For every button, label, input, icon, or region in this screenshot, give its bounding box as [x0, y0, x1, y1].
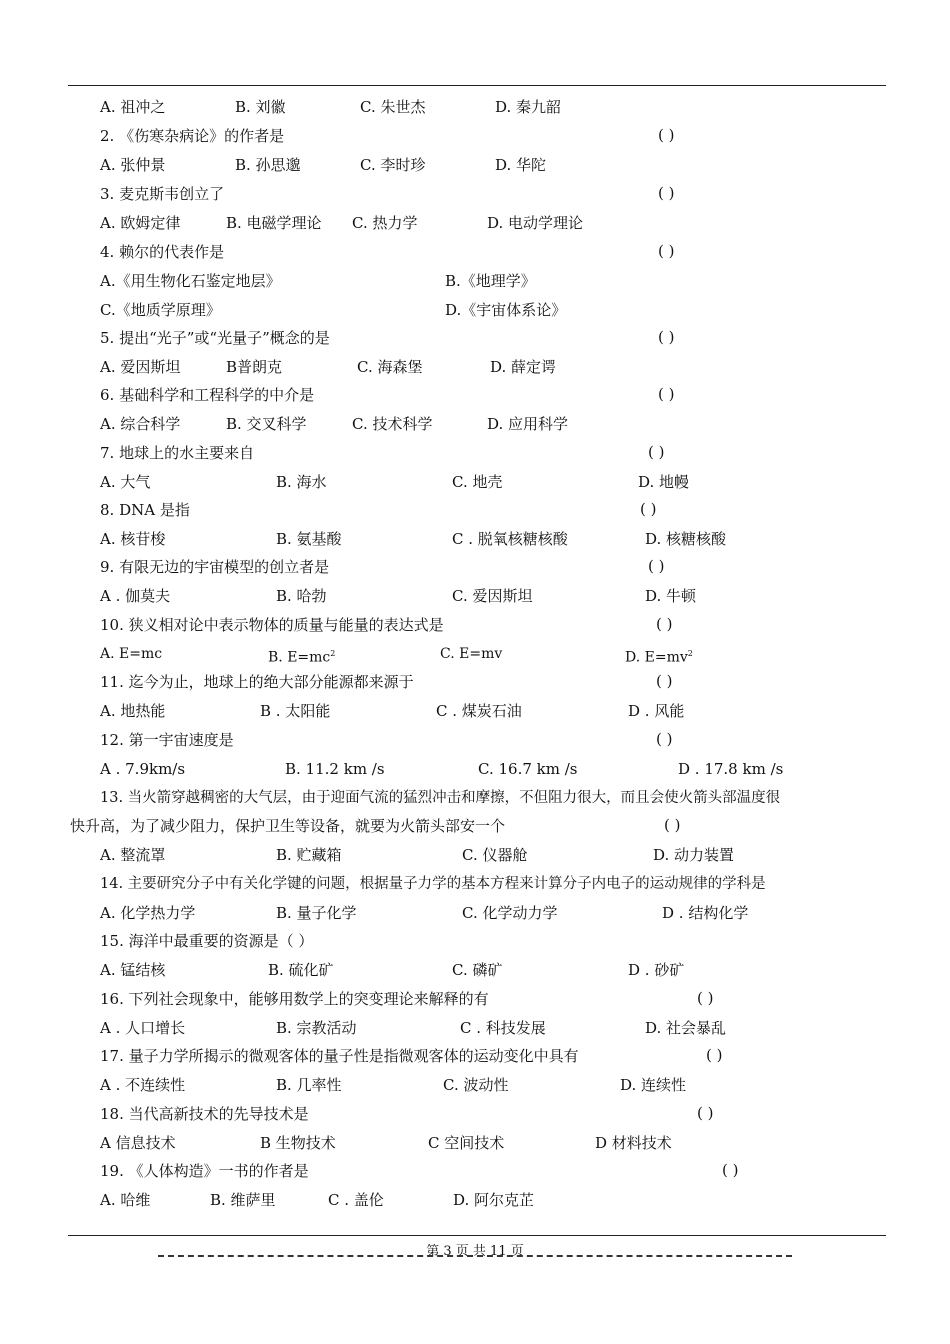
answer-blank: ( )	[697, 989, 714, 1007]
option-a: A. 大气	[100, 473, 151, 491]
option-b: B. 刘徽	[235, 98, 286, 116]
option-c: C.《地质学原理》	[100, 301, 221, 319]
question-text: 18. 当代高新技术的先导技术是	[100, 1105, 309, 1123]
option-d: D. 连续性	[620, 1076, 687, 1094]
question-14	[100, 874, 766, 894]
page-number: 第 3 页 共 11 页	[426, 1244, 524, 1259]
option-d: D. 华陀	[495, 156, 547, 174]
question-text: 4. 赖尔的代表作是	[100, 243, 225, 261]
question-text-line2: 快升高，为了减少阻力，保护卫生等设备，就要为火箭头部安一个	[70, 817, 506, 835]
question-text: 14. 主要研究分子中有关化学键的问题，根据量子力学的基本方程来计算分子内电子的运动规律的学科是	[100, 876, 766, 892]
question-text: 17. 量子力学所揭示的微观客体的量子性是指微观客体的运动变化中具有	[100, 1047, 579, 1065]
question-13-cont	[70, 816, 505, 836]
option-a: A. E=mc	[100, 646, 163, 662]
option-a: A. 欧姆定律	[100, 214, 181, 232]
option-d-text: D. E=mv	[625, 649, 688, 666]
answer-blank: ( )	[658, 184, 675, 202]
question-19	[100, 1161, 309, 1181]
option-a: A. 祖冲之	[100, 98, 166, 116]
answer-blank: ( )	[658, 385, 675, 403]
option-b	[268, 644, 335, 668]
question-17	[100, 1046, 579, 1066]
option-c: C. 朱世杰	[360, 98, 426, 116]
question-text: 8. DNA 是指	[100, 501, 190, 519]
question-8	[100, 500, 190, 520]
question-11	[100, 672, 414, 692]
option-b: B . 太阳能	[260, 702, 331, 720]
question-15	[100, 931, 313, 951]
question-7	[100, 443, 254, 463]
question-text: 10. 狭义相对论中表示物体的质量与能量的表达式是	[100, 616, 444, 634]
answer-blank: ( )	[706, 1046, 723, 1064]
question-text: 11. 迄今为止，地球上的绝大部分能源都来源于	[100, 673, 414, 691]
question-13	[100, 788, 780, 808]
option-a: A 信息技术	[100, 1134, 176, 1152]
option-b: B. 几率性	[276, 1076, 342, 1094]
option-d: D . 砂矿	[628, 961, 685, 979]
option-b-text: B. E=mc	[268, 649, 331, 666]
answer-blank: ( )	[658, 126, 675, 144]
option-d: D. 电动学理论	[487, 214, 584, 232]
question-text: 19. 《人体构造》一书的作者是	[100, 1162, 309, 1180]
option-b: B. 哈勃	[276, 587, 327, 605]
option-d: D . 17.8 km /s	[678, 760, 784, 778]
answer-blank: ( )	[648, 443, 665, 461]
answer-blank: ( )	[658, 242, 675, 260]
option-d: D . 风能	[628, 702, 685, 720]
option-c: C. 李时珍	[360, 156, 426, 174]
question-text: 6. 基础科学和工程科学的中介是	[100, 386, 315, 404]
option-b: B. 宗教活动	[276, 1019, 357, 1037]
option-b: B. 11.2 km /s	[285, 760, 385, 778]
option-a: A. 爱因斯坦	[100, 358, 181, 376]
answer-blank: ( )	[658, 328, 675, 346]
option-a: A. 整流罩	[100, 846, 166, 864]
answer-blank: ( )	[664, 816, 681, 834]
option-d: D.《宇宙体系论》	[445, 301, 567, 319]
option-b: B. 维萨里	[210, 1191, 276, 1209]
option-a: A . 7.9km/s	[100, 760, 186, 778]
option-c: C. 16.7 km /s	[478, 760, 578, 778]
option-a: A . 人口增长	[100, 1019, 186, 1037]
option-c: C . 盖伦	[328, 1191, 384, 1209]
question-2	[100, 126, 284, 146]
option-b: B. 硫化矿	[268, 961, 334, 979]
option-b: B. 交叉科学	[226, 415, 307, 433]
question-5	[100, 328, 330, 348]
option-a: A. 综合科学	[100, 415, 181, 433]
question-text: 2. 《伤寒杂病论》的作者是	[100, 127, 285, 145]
option-b: B普朗克	[226, 358, 283, 376]
question-text: 9. 有限无边的宇宙模型的创立者是	[100, 558, 330, 576]
option-b: B. 孙思邈	[235, 156, 301, 174]
superscript: 2	[687, 649, 693, 658]
option-c: C. 爱因斯坦	[452, 587, 533, 605]
header-rule	[68, 85, 886, 86]
question-text: 12. 第一宇宙速度是	[100, 731, 234, 749]
option-c: C. 地壳	[452, 473, 503, 491]
option-c: C. 技术科学	[352, 415, 433, 433]
option-d: D . 结构化学	[662, 904, 749, 922]
option-a: A. 张仲景	[100, 156, 166, 174]
option-a: A. 化学热力学	[100, 904, 196, 922]
option-b: B 生物技术	[260, 1134, 336, 1152]
option-d: D. 牛顿	[645, 587, 697, 605]
option-d	[625, 644, 693, 668]
option-d: D. 核糖核酸	[645, 530, 727, 548]
option-d: D. 秦九韶	[495, 98, 562, 116]
option-c: C . 脱氧核糖核酸	[452, 530, 568, 548]
question-text: 3. 麦克斯韦创立了	[100, 185, 225, 203]
option-d: D. 社会暴乱	[645, 1019, 727, 1037]
option-b: B. 量子化学	[276, 904, 357, 922]
question-16	[100, 989, 489, 1009]
option-c: C. E=mv	[440, 646, 503, 662]
question-text: 15. 海洋中最重要的资源是（ ）	[100, 932, 314, 950]
footer-rule	[68, 1235, 886, 1236]
answer-blank: ( )	[656, 730, 673, 748]
option-c: C. 化学动力学	[462, 904, 558, 922]
question-text: 5. 提出“光子”或“光量子”概念的是	[100, 329, 330, 347]
question-text: 16. 下列社会现象中，能够用数学上的突变理论来解释的有	[100, 990, 489, 1008]
option-c: C. 热力学	[352, 214, 418, 232]
question-6	[100, 385, 314, 405]
answer-blank: ( )	[656, 672, 673, 690]
option-a: A. 核苷梭	[100, 530, 166, 548]
option-a: A . 不连续性	[100, 1076, 186, 1094]
option-d: D. 动力装置	[653, 846, 735, 864]
option-c: C . 煤炭石油	[436, 702, 522, 720]
option-d: D. 应用科学	[487, 415, 569, 433]
question-3	[100, 184, 224, 204]
answer-blank: ( )	[722, 1161, 739, 1179]
answer-blank: ( )	[697, 1104, 714, 1122]
dashed-divider	[158, 1255, 792, 1257]
question-text: 7. 地球上的水主要来自	[100, 444, 255, 462]
option-a: A.《用生物化石鉴定地层》	[100, 272, 281, 290]
option-a: A . 伽莫夫	[100, 587, 171, 605]
option-b: B.《地理学》	[445, 272, 536, 290]
option-c: C 空间技术	[428, 1134, 505, 1152]
option-b: B. 氨基酸	[276, 530, 342, 548]
option-d: D. 薛定谔	[490, 358, 557, 376]
option-c: C. 仪器舱	[462, 846, 528, 864]
option-a: A. 哈维	[100, 1191, 151, 1209]
option-d: D. 阿尔克芷	[453, 1191, 535, 1209]
option-b: B. 贮藏箱	[276, 846, 342, 864]
question-10	[100, 615, 444, 635]
answer-blank: ( )	[656, 615, 673, 633]
question-text-line1: 13. 当火箭穿越稠密的大气层，由于迎面气流的猛烈冲击和摩擦，不但阻力很大，而且会使火箭头部温度很	[100, 790, 781, 806]
option-c: C. 磷矿	[452, 961, 503, 979]
answer-blank: ( )	[640, 500, 657, 518]
option-a: A. 地热能	[100, 702, 166, 720]
question-18	[100, 1104, 309, 1124]
question-4	[100, 242, 224, 262]
option-c: C. 海森堡	[357, 358, 423, 376]
answer-blank: ( )	[648, 557, 665, 575]
option-c: C. 波动性	[443, 1076, 509, 1094]
option-b: B. 电磁学理论	[226, 214, 322, 232]
superscript: 2	[330, 649, 336, 658]
option-d: D 材料技术	[595, 1134, 672, 1152]
option-a: A. 锰结核	[100, 961, 166, 979]
option-d: D. 地幔	[638, 473, 690, 491]
option-b: B. 海水	[276, 473, 327, 491]
question-12	[100, 730, 234, 750]
question-9	[100, 557, 329, 577]
option-c: C . 科技发展	[460, 1019, 546, 1037]
